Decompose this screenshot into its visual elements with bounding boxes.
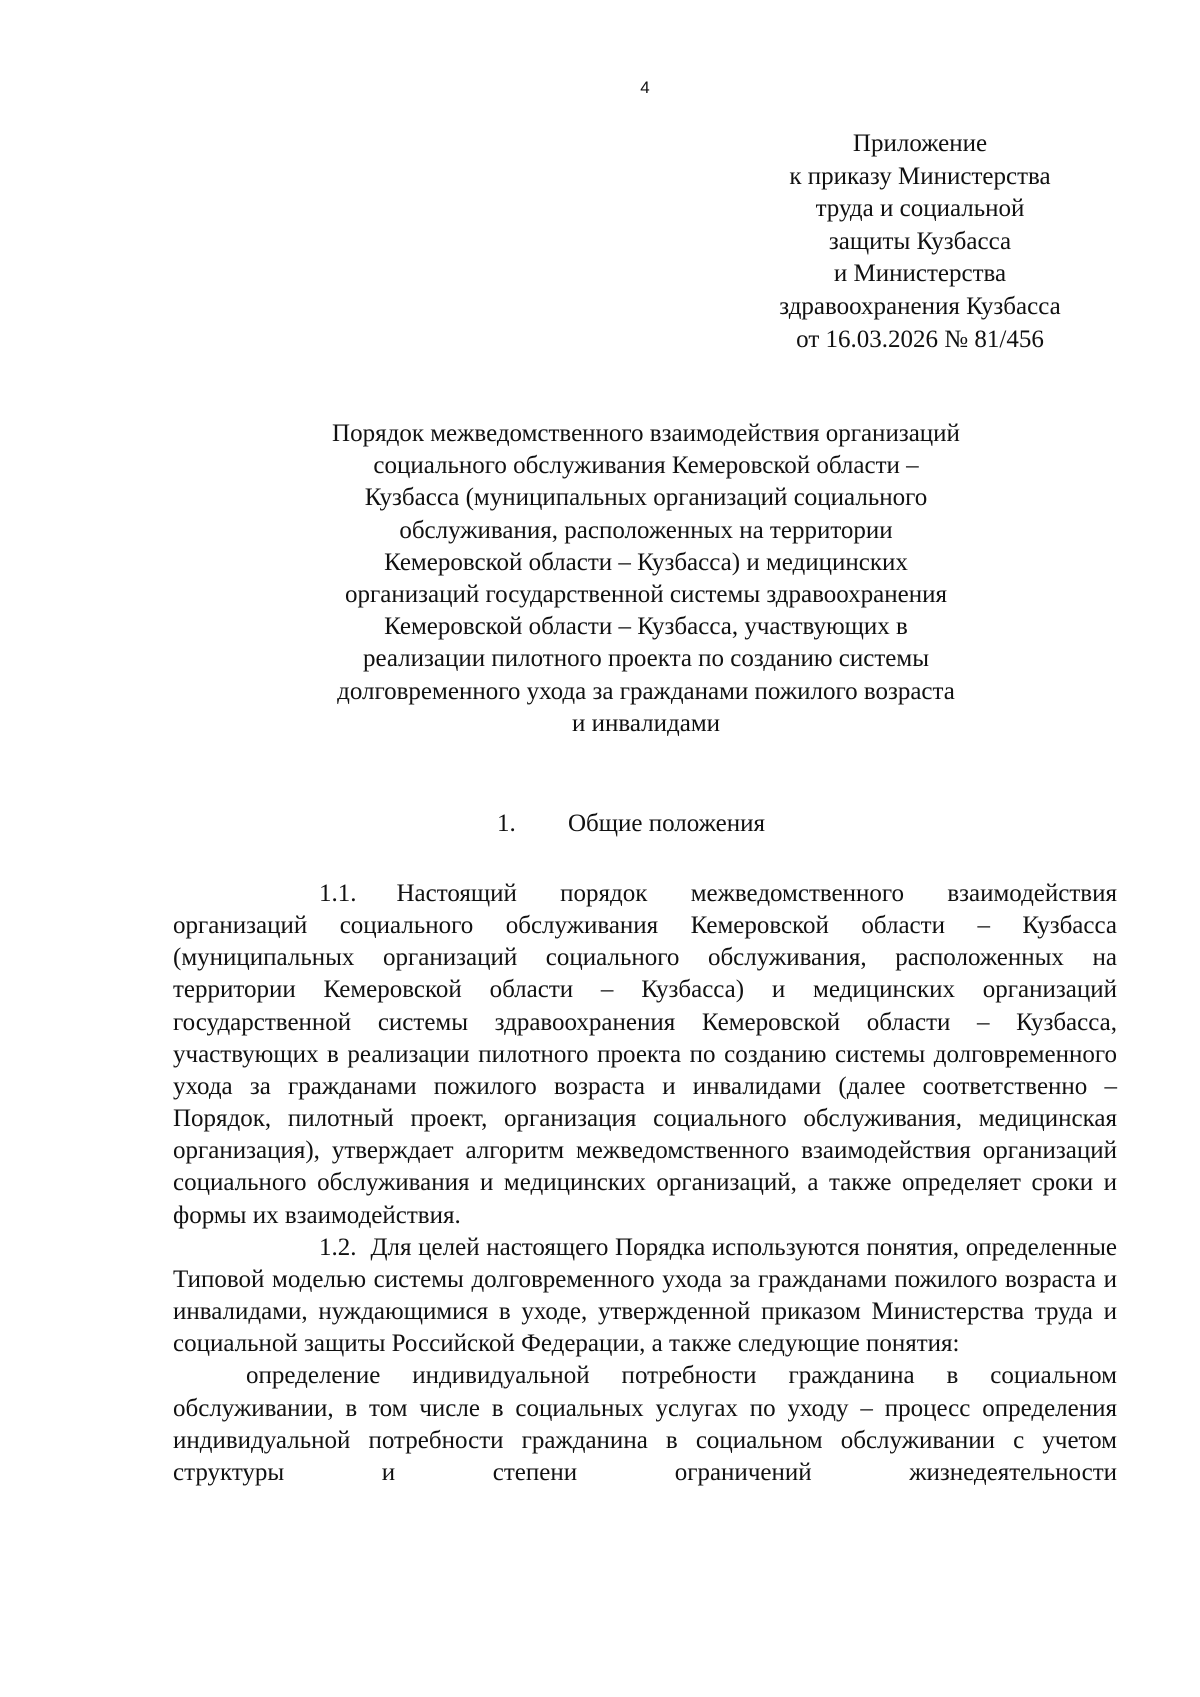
paragraph-text: Настоящий порядок межведомственного взаимодействия организаций социального обслуживания Кемеровской области – Кузбасса (муниципальных организаций социального обслуживания, расположенных на территории Кемеровской области – Кузбасса) и медицинских организаций государственной системы здравоохранения Кемеровской области – Кузбасса, участвующих в реализации пилотного проекта по созданию системы долговременного ухода за гражданами пожилого возраста и инвалидами (далее соответственно – Порядок, пилотный проект, организация социального обслуживания, медицинская организация), утверждает алгоритм межведомственного взаимодействия организаций социального обслуживания и медицинских организаций, а также определяет сроки и формы их взаимодействия. bbox=[173, 880, 1117, 1229]
appendix-line: от 16.03.2026 № 81/456 bbox=[796, 325, 1044, 353]
appendix-line: Приложение bbox=[852, 130, 988, 157]
title-line: Кузбасса (муниципальных организаций социального bbox=[364, 484, 928, 512]
title-line: обслуживания, расположенных на территории bbox=[399, 516, 893, 544]
page-number: 4 bbox=[640, 78, 650, 97]
title-line: Кемеровской области – Кузбасса, участвующих в bbox=[384, 613, 908, 641]
paragraph-definition bbox=[173, 1360, 1117, 1489]
appendix-line: к приказу Министерства bbox=[789, 162, 1051, 190]
document-title bbox=[170, 418, 1122, 740]
paragraph-text: определение индивидуальной потребности гражданина в социальном обслуживании, в том числе в социальных услугах по уходу – процесс определения индивидуальной потребности гражданина в социальном обслуживании с учетом структуры и степени ограничений жизнедеятельности bbox=[173, 1362, 1117, 1486]
body-text bbox=[173, 878, 1117, 1489]
title-line: Кемеровской области – Кузбасса) и медицинских bbox=[384, 548, 908, 576]
section-heading bbox=[497, 808, 765, 840]
title-line: реализации пилотного проекта по созданию системы bbox=[362, 645, 930, 673]
title-line: организаций государственной системы здравоохранения bbox=[345, 581, 947, 609]
section-number: 1. bbox=[497, 810, 516, 837]
paragraph-text: Для целей настоящего Порядка используются понятия, определенные Типовой моделью системы долговременного ухода за гражданами пожилого возраста и инвалидами, нуждающимися в уходе, утвержденной приказом Министерства труда и социальной защиты Российской Федерации, а также следующие понятия: bbox=[173, 1233, 1117, 1358]
paragraph-1-2 bbox=[173, 1232, 1117, 1361]
title-line: долговременного ухода за гражданами пожилого возраста bbox=[337, 677, 955, 705]
title-line: и инвалидами bbox=[571, 709, 721, 737]
paragraph-number: 1.2. bbox=[319, 1233, 357, 1261]
title-line: социального обслуживания Кемеровской области – bbox=[373, 452, 919, 480]
section-title: Общие положения bbox=[568, 810, 765, 837]
appendix-line: и Министерства bbox=[833, 260, 1007, 288]
appendix-line: здравоохранения Кузбасса bbox=[779, 292, 1061, 320]
title-line: Порядок межведомственного взаимодействия организаций bbox=[332, 420, 960, 447]
appendix-line: защиты Кузбасса bbox=[828, 227, 1012, 255]
appendix-block bbox=[730, 128, 1110, 356]
paragraph-number: 1.1. bbox=[319, 880, 357, 907]
paragraph-1-1 bbox=[173, 878, 1117, 1232]
appendix-line: труда и социальной bbox=[815, 195, 1025, 223]
